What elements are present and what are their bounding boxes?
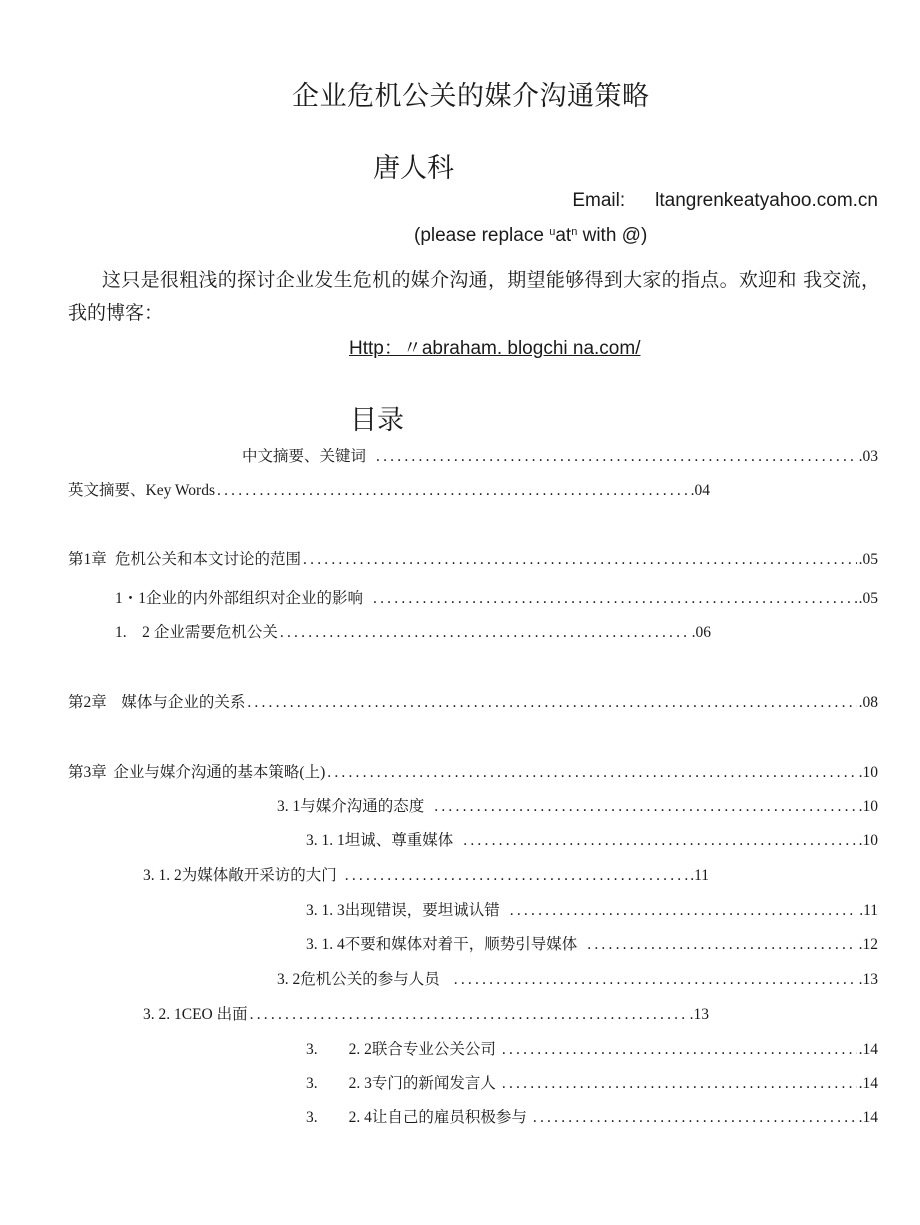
toc-entry-text: 专门的新闻发言人 — [371, 1075, 496, 1092]
toc-entry[interactable] — [68, 762, 878, 784]
toc-entry-text: 企业的内外部组织对企业的影响 — [146, 590, 364, 607]
toc-leader-dots — [327, 762, 856, 784]
toc-leader-dots — [533, 1107, 857, 1129]
toc-entry-text: 联合专业公关公司 — [371, 1041, 496, 1058]
toc-entry[interactable] — [306, 1073, 878, 1095]
toc-entry-text: 企业需要危机公关 — [153, 624, 278, 641]
toc-entry-page: .11 — [859, 902, 878, 919]
toc-leader-dots — [587, 934, 856, 956]
toc-entry-text: 危机公关和本文讨论的范围 — [115, 551, 302, 568]
toc-leader-dots — [247, 692, 856, 714]
email-note: (please replace $^uat^n$ with @) — [414, 225, 648, 246]
toc-entry-page: .10 — [858, 764, 878, 781]
toc-leader-dots — [250, 1004, 688, 1026]
toc-leader-dots — [303, 549, 857, 571]
toc-entry[interactable] — [277, 796, 878, 818]
toc-leader-dots — [280, 622, 690, 644]
toc-entry-page: .14 — [858, 1075, 878, 1092]
toc-entry-number: 3. 2. 2 — [306, 1041, 372, 1058]
toc-entry-text: 与媒介沟通的态度 — [300, 798, 425, 815]
toc-entry[interactable] — [115, 588, 878, 610]
toc-leader-dots — [373, 588, 857, 610]
toc-leader-dots — [345, 865, 688, 887]
toc-entry-number: 3. 1. 3 — [306, 902, 345, 919]
toc-entry-text: 为媒体敞开采访的大门 — [181, 867, 337, 884]
toc-entry[interactable] — [306, 1107, 878, 1129]
toc-entry-number: 3. 2 — [277, 971, 301, 988]
email-label: Email: — [572, 190, 626, 211]
toc-leader-dots — [454, 969, 857, 991]
toc-entry-page: .14 — [858, 1041, 878, 1058]
toc-entry-text: 危机公关的参与人员 — [300, 971, 440, 988]
toc-entry[interactable] — [242, 446, 878, 468]
toc-entry-text: 坦诚、尊重媒体 — [344, 832, 454, 849]
toc-entry[interactable] — [306, 934, 878, 956]
toc-entry[interactable] — [306, 830, 878, 852]
toc-entry[interactable] — [115, 622, 711, 644]
toc-entry-page: .03 — [858, 448, 878, 465]
toc-entry[interactable] — [306, 900, 878, 922]
toc-entry[interactable] — [68, 549, 878, 571]
toc-entry-number: 第1章 — [68, 551, 107, 568]
toc-entry-page: .08 — [858, 694, 878, 711]
toc-entry-page: .12 — [858, 936, 878, 953]
toc-leader-dots — [376, 446, 857, 468]
toc-entry-number: 3. 1. 4 — [306, 936, 345, 953]
toc-entry-page: .13 — [689, 1006, 709, 1023]
toc-entry-text: CEO 出面 — [181, 1006, 248, 1023]
toc-entry-text: 出现错误，要坦诚认错 — [344, 902, 500, 919]
toc-entry-number: 1. 2 — [115, 624, 150, 641]
intro-paragraph: 这只是很粗浅的探讨企业发生危机的媒介沟通，期望能够得到大家的指点。欢迎和 我交流，我的博客： — [68, 269, 880, 324]
toc-entry-page: .14 — [858, 1109, 878, 1126]
toc-entry[interactable] — [306, 1039, 878, 1061]
toc-entry-page: .11 — [690, 867, 709, 884]
toc-entry-text: 让自己的雇员积极参与 — [371, 1109, 527, 1126]
email-line — [572, 190, 878, 212]
toc-entry-text: 不要和媒体对着干，顺势引导媒体 — [344, 936, 578, 953]
toc-entry-text: 媒体与企业的关系 — [121, 694, 246, 711]
email-value: ltangrenkeatyahoo.com.cn — [655, 190, 878, 211]
toc-entry-page: .04 — [690, 482, 710, 499]
toc-entry-number: 3. 1. 2 — [143, 867, 182, 884]
toc-leader-dots — [463, 830, 856, 852]
toc-entry-page: .05 — [858, 590, 878, 607]
toc-entry-number: 第3章 — [68, 764, 107, 781]
toc-entry-page: .10 — [858, 832, 878, 849]
toc-entry-page: .13 — [858, 971, 878, 988]
toc-leader-dots — [502, 1073, 857, 1095]
toc-leader-dots — [502, 1039, 857, 1061]
toc-entry-page: .10 — [858, 798, 878, 815]
toc-heading: 目录 — [350, 405, 404, 436]
toc-entry-text: 英文摘要、Key Words — [68, 482, 216, 499]
toc-entry-number: 3. 2. 3 — [306, 1075, 372, 1092]
toc-entry-text: 企业与媒介沟通的基本策略(上) — [113, 764, 326, 781]
toc-leader-dots — [510, 900, 857, 922]
toc-entry-number: 第2章 — [68, 694, 107, 711]
toc-entry[interactable] — [277, 969, 878, 991]
toc-leader-dots — [217, 480, 689, 502]
toc-entry-page: .06 — [691, 624, 711, 641]
toc-entry-page: .05 — [858, 551, 878, 568]
toc-entry-text: 中文摘要、关键词 — [242, 448, 367, 465]
toc-entry-number: 3. 1. 1 — [306, 832, 345, 849]
toc-entry-number: 3. 2. 1 — [143, 1006, 182, 1023]
toc-entry[interactable] — [68, 692, 878, 714]
toc-entry-number: 1・1 — [115, 590, 147, 607]
toc-entry[interactable] — [68, 480, 710, 502]
blog-link[interactable]: Http：〃abraham. blogchi na.com/ — [349, 338, 641, 359]
toc-entry[interactable] — [143, 865, 709, 887]
toc-entry-number: 3. 2. 4 — [306, 1109, 372, 1126]
toc-entry-number: 3. 1 — [277, 798, 301, 815]
toc-leader-dots — [434, 796, 856, 818]
toc-entry[interactable] — [143, 1004, 709, 1026]
author-name: 唐人科 — [373, 153, 454, 184]
document-title: 企业危机公关的媒介沟通策略 — [292, 81, 650, 112]
